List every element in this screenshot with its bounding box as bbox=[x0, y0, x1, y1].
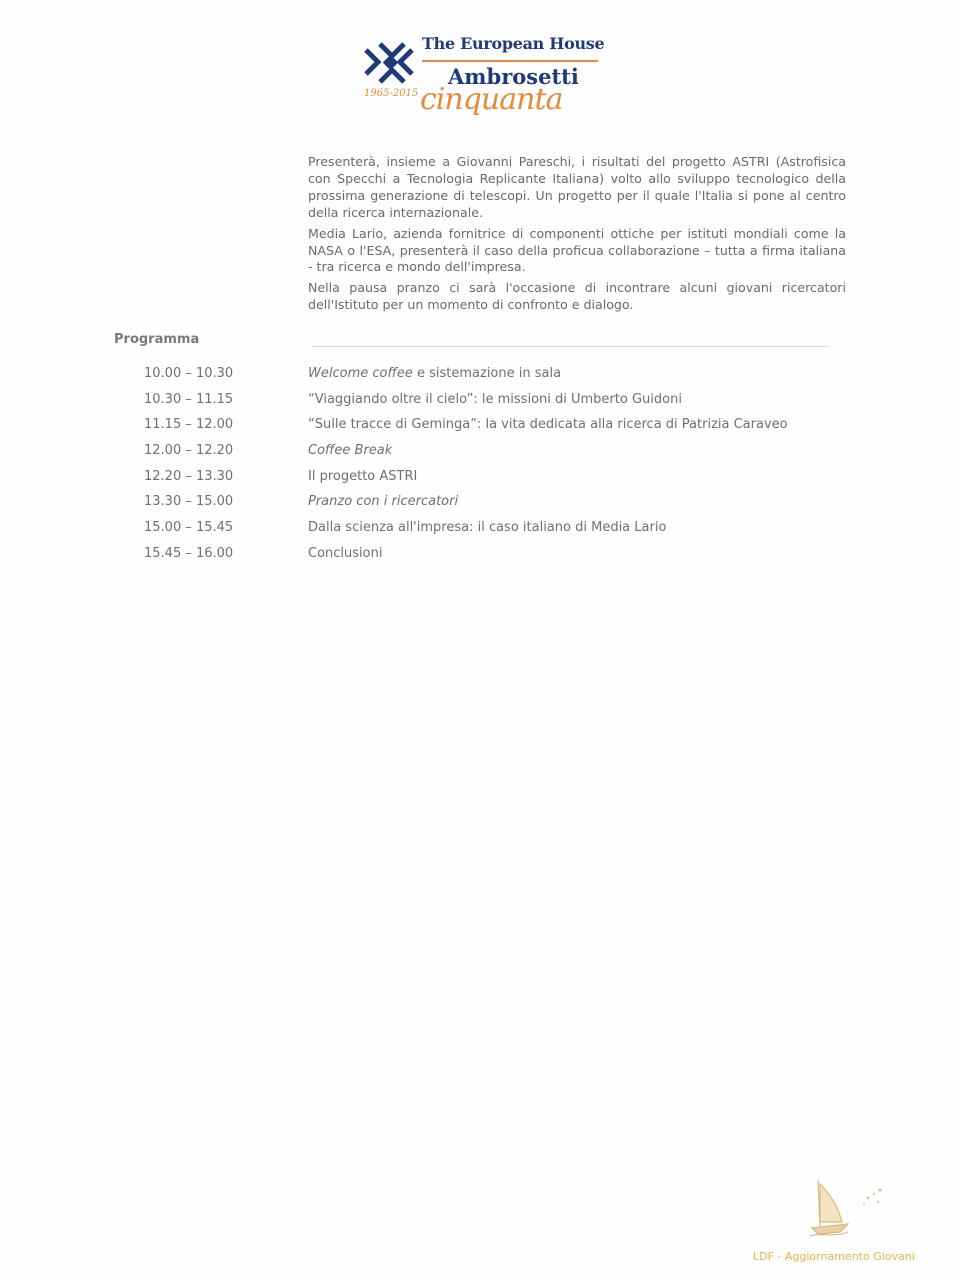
programma-divider bbox=[313, 346, 829, 347]
intro-paragraph: Nella pausa pranzo ci sarà l'occasione di incontrare alcuni giovani ricercatori dell'Istituto per un momento di confronto e dialogo. bbox=[308, 280, 846, 313]
schedule-row bbox=[144, 443, 844, 469]
schedule-activity: “Sulle tracce di Geminga”: la vita dedicata alla ricerca di Patrizia Caraveo bbox=[308, 417, 788, 433]
programma-title: Programma bbox=[114, 332, 200, 347]
schedule-row bbox=[144, 494, 844, 520]
schedule-row bbox=[144, 546, 844, 572]
logo-divider bbox=[422, 60, 598, 62]
intro-paragraph: Presenterà, insieme a Giovanni Pareschi, i risultati del progetto ASTRI (Astrofisica con Specchi a Tecnologia Replicante Italiana) volto allo sviluppo tecnologico della prossima generazione di telescopi. Un progetto per il quale l'Italia si pone al centro della ricerca internazionale. bbox=[308, 154, 846, 220]
schedule-activity: Pranzo con i ricercatori bbox=[308, 494, 459, 510]
intro-text bbox=[308, 154, 846, 318]
schedule-time: 10.30 – 11.15 bbox=[144, 391, 234, 407]
schedule-row bbox=[144, 392, 844, 418]
schedule-activity: Dalla scienza all'impresa: il caso italiano di Media Lario bbox=[308, 520, 667, 536]
schedule-row bbox=[144, 417, 844, 443]
intro-paragraph: Media Lario, azienda fornitrice di componenti ottiche per istituti mondiali come la NASA o l'ESA, presenterà il caso della proficua collaborazione – tutta a firma italiana - tra ricerca e mondo dell'impresa. bbox=[308, 225, 846, 275]
schedule-row bbox=[144, 469, 844, 495]
logo-title-line2: Ambrosetti bbox=[448, 64, 579, 89]
schedule-activity: Il progetto ASTRI bbox=[308, 468, 418, 484]
schedule-activity: “Viaggiando oltre il cielo”: le missioni di Umberto Guidoni bbox=[308, 391, 682, 407]
schedule-time: 12.20 – 13.30 bbox=[144, 468, 234, 484]
logo-script-text: cinquanta bbox=[420, 82, 563, 117]
sailboat-icon bbox=[808, 1176, 888, 1242]
schedule-row bbox=[144, 366, 844, 392]
schedule-time: 12.00 – 12.20 bbox=[144, 443, 234, 459]
schedule-activity: Conclusioni bbox=[308, 545, 383, 561]
logo-title-line1: The European House bbox=[422, 34, 605, 53]
logo-years: 1965-2015 bbox=[364, 88, 419, 99]
logo-mark-icon bbox=[362, 40, 416, 86]
footer-label: LDF - Aggiornamento Giovani bbox=[753, 1250, 915, 1263]
schedule-list bbox=[144, 366, 844, 572]
schedule-time: 11.15 – 12.00 bbox=[144, 417, 234, 433]
schedule-time: 13.30 – 15.00 bbox=[144, 494, 234, 510]
schedule-activity: Welcome coffee e sistemazione in sala bbox=[308, 366, 562, 381]
ambrosetti-logo bbox=[362, 34, 607, 134]
schedule-time: 15.00 – 15.45 bbox=[144, 520, 234, 536]
schedule-time: 15.45 – 16.00 bbox=[144, 545, 234, 561]
schedule-activity: Coffee Break bbox=[308, 443, 393, 459]
schedule-time: 10.00 – 10.30 bbox=[144, 366, 234, 381]
schedule-row bbox=[144, 520, 844, 546]
